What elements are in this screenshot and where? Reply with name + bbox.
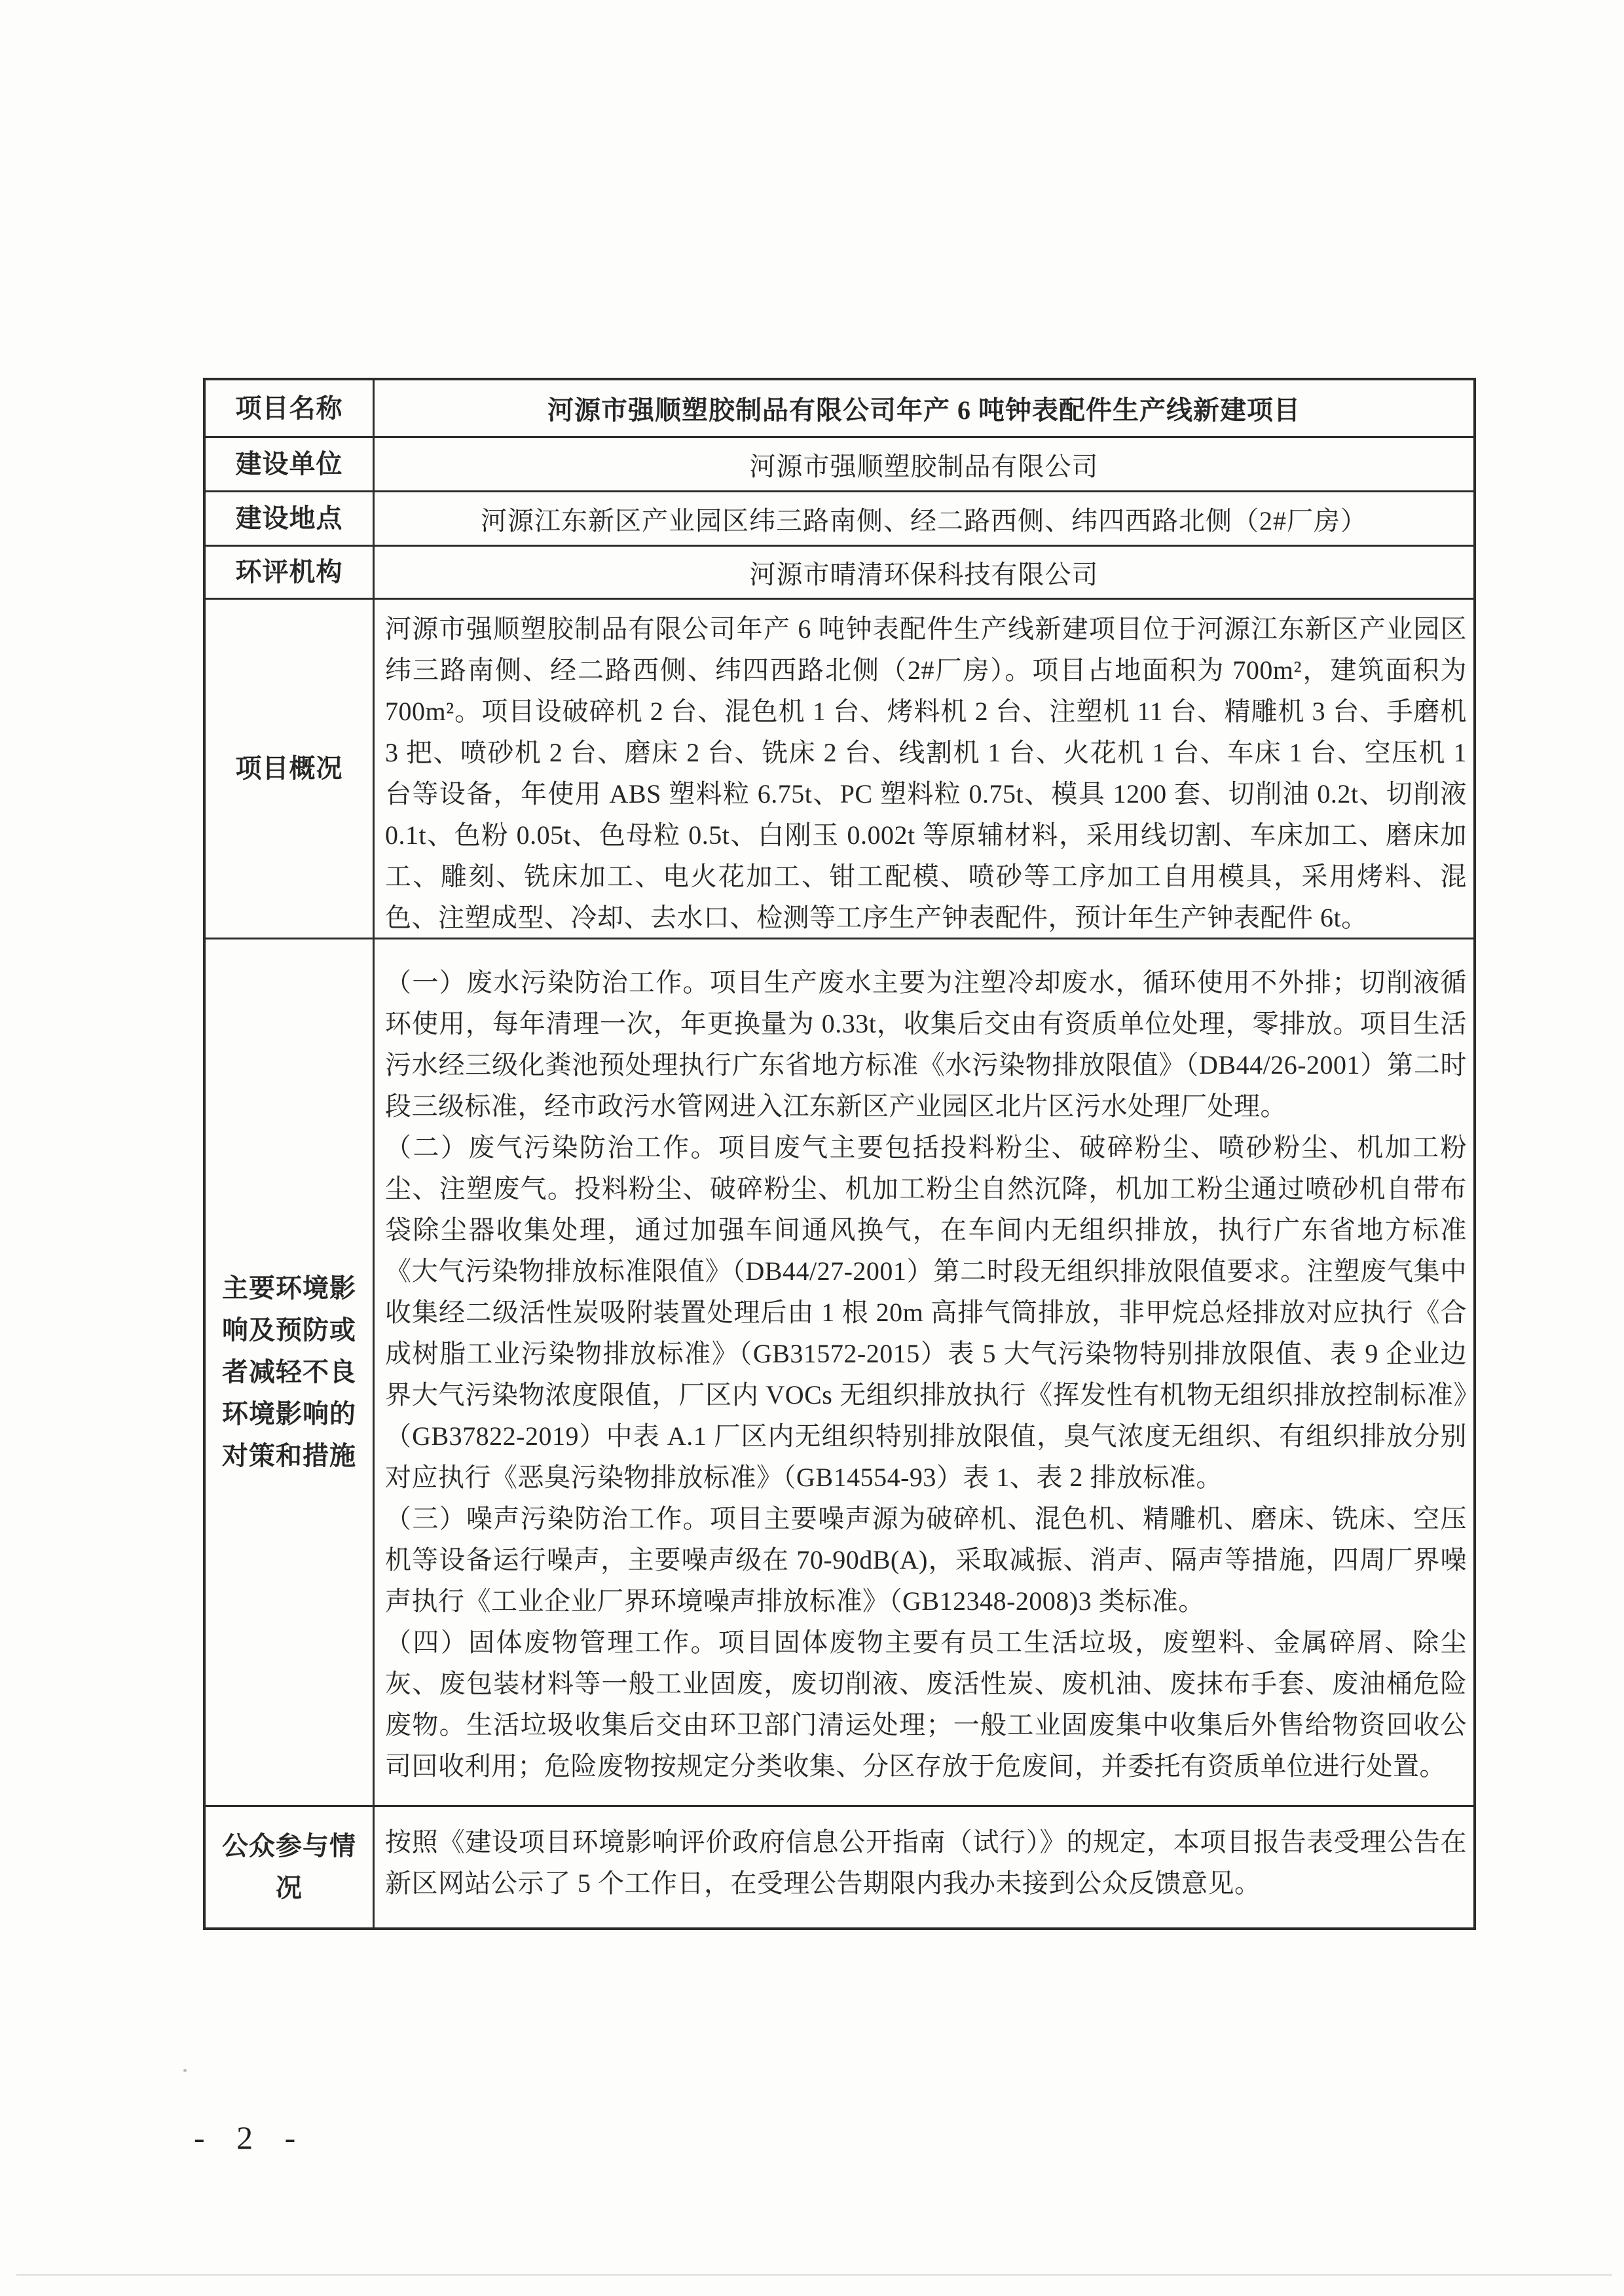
public-participation-label: 公众参与情况 — [222, 1831, 356, 1903]
scan-artifact-dot — [183, 2069, 187, 2072]
construction-site-label-cell — [206, 492, 375, 545]
project-overview-label: 项目概况 — [235, 754, 343, 783]
table-row-construction-unit — [206, 436, 1473, 490]
eia-agency-label-cell — [206, 547, 375, 598]
project-name-label: 项目名称 — [235, 393, 343, 423]
waste-gas-measures-paragraph: （二）废气污染防治工作。项目废气主要包括投料粉尘、破碎粉尘、喷砂粉尘、机加工粉尘、注塑废气。投料粉尘、破碎粉尘、机加工粉尘自然沉降，机加工粉尘通过喷砂机自带布袋除尘器收集处理，通过加强车间通风换气，在车间内无组织排放，执行广东省地方标准《大气污染物排放标准限值》（DB44/27-2001）第二时段无组织排放限值要求。注塑废气集中收集经二级活性炭吸附装置处理后由 1 根 20m 高排气筒排放，非甲烷总烃排放对应执行《合成树脂工业污染物排放标准》（GB31572-2015）表 5 大气污染物特别排放限值、表 9 企业边界大气污染物浓度限值，厂区内 VOCs 无组织排放执行《挥发性有机物无组织排放控制标准》（GB37822-2019）中表 A.1 厂区内无组织特别排放限值，臭气浓度无组织、有组织排放分别对应执行《恶臭污染物排放标准》（GB14554-93）表 1、表 2 排放标准。 — [385, 1133, 1467, 1492]
environmental-measures-label-cell — [206, 939, 375, 1805]
scan-artifact-line — [16, 2274, 1612, 2276]
solid-waste-measures-paragraph: （四）固体废物管理工作。项目固体废物主要有员工生活垃圾，废塑料、金属碎屑、除尘灰、废包装材料等一般工业固废，废切削液、废活性炭、废机油、废抹布手套、废油桶危险废物。生活垃圾收集后交由环卫部门清运处理；一般工业固废集中收集后外售给物资回收公司回收利用；危险废物按规定分类收集、分区存放于危废间，并委托有资质单位进行处置。 — [385, 1628, 1467, 1781]
table-row-eia-agency — [206, 545, 1473, 598]
eia-approval-table — [203, 378, 1476, 1930]
project-overview-value — [375, 600, 1473, 938]
public-participation-label-cell — [206, 1807, 375, 1927]
construction-site-value: 河源江东新区产业园区纬三路南侧、经二路西侧、纬四西路北侧（2#厂房） — [481, 505, 1367, 536]
public-participation-paragraph: 按照《建设项目环境影响评价政府信息公开指南（试行）》的规定，本项目报告表受理公告在新区网站公示了 5 个工作日，在受理公告期限内我办未接到公众反馈意见。 — [385, 1827, 1467, 1898]
project-name-value: 河源市强顺塑胶制品有限公司年产 6 吨钟表配件生产线新建项目 — [547, 395, 1301, 425]
public-participation-value — [375, 1807, 1473, 1927]
table-row-environmental-measures — [206, 938, 1473, 1805]
eia-agency-value: 河源市晴清环保科技有限公司 — [749, 559, 1099, 589]
eia-agency-label: 环评机构 — [235, 557, 343, 587]
table-row-public-participation — [206, 1805, 1473, 1927]
construction-unit-label-cell — [206, 438, 375, 490]
project-overview-label-cell — [206, 600, 375, 938]
construction-site-label: 建设地点 — [235, 503, 343, 533]
wastewater-measures-paragraph: （一）废水污染防治工作。项目生产废水主要为注塑冷却废水，循环使用不外排；切削液循环使用，每年清理一次，年更换量为 0.33t，收集后交由有资质单位处理，零排放。项目生活污水经三级化粪池预处理执行广东省地方标准《水污染物排放限值》（DB44/26-2001）第二时段三级标准，经市政污水管网进入江东新区产业园区北片区污水处理厂处理。 — [385, 968, 1467, 1121]
table-row-construction-site — [206, 490, 1473, 545]
project-name-label-cell — [206, 380, 375, 436]
environmental-measures-label: 主要环境影响及预防或者减轻不良环境影响的对策和措施 — [222, 1273, 356, 1470]
construction-unit-label: 建设单位 — [235, 449, 343, 479]
noise-measures-paragraph: （三）噪声污染防治工作。项目主要噪声源为破碎机、混色机、精雕机、磨床、铣床、空压机等设备运行噪声，主要噪声级在 70-90dB(A)，采取减振、消声、隔声等措施，四周厂界噪声执行《工业企业厂界环境噪声排放标准》（GB12348-2008)3 类标准。 — [385, 1504, 1467, 1616]
table-row-project-overview — [206, 598, 1473, 938]
environmental-measures-value — [375, 939, 1473, 1805]
table-row-project-name — [206, 380, 1473, 436]
construction-unit-value: 河源市强顺塑胶制品有限公司 — [749, 451, 1099, 481]
project-overview-paragraph: 河源市强顺塑胶制品有限公司年产 6 吨钟表配件生产线新建项目位于河源江东新区产业园区纬三路南侧、经二路西侧、纬四西路北侧（2#厂房）。项目占地面积为 700m²，建筑面积为 700m²。项目设破碎机 2 台、混色机 1 台、烤料机 2 台、注塑机 11 台、精雕机 3 台、手磨机 3 把、喷砂机 2 台、磨床 2 台、铣床 2 台、线割机 1 台、火花机 1 台、车床 1 台、空压机 1 台等设备，年使用 ABS 塑料粒 6.75t、PC 塑料粒 0.75t、模具 1200 套、切削油 0.2t、切削液 0.1t、色粉 0.05t、色母粒 0.5t、白刚玉 0.002t 等原辅材料，采用线切割、车床加工、磨床加工、雕刻、铣床加工、电火花加工、钳工配模、喷砂等工序加工自用模具，采用烤料、混色、注塑成型、冷却、去水口、检测等工序生产钟表配件，预计年生产钟表配件 6t。 — [385, 614, 1467, 932]
page-number: - 2 - — [194, 2119, 308, 2156]
